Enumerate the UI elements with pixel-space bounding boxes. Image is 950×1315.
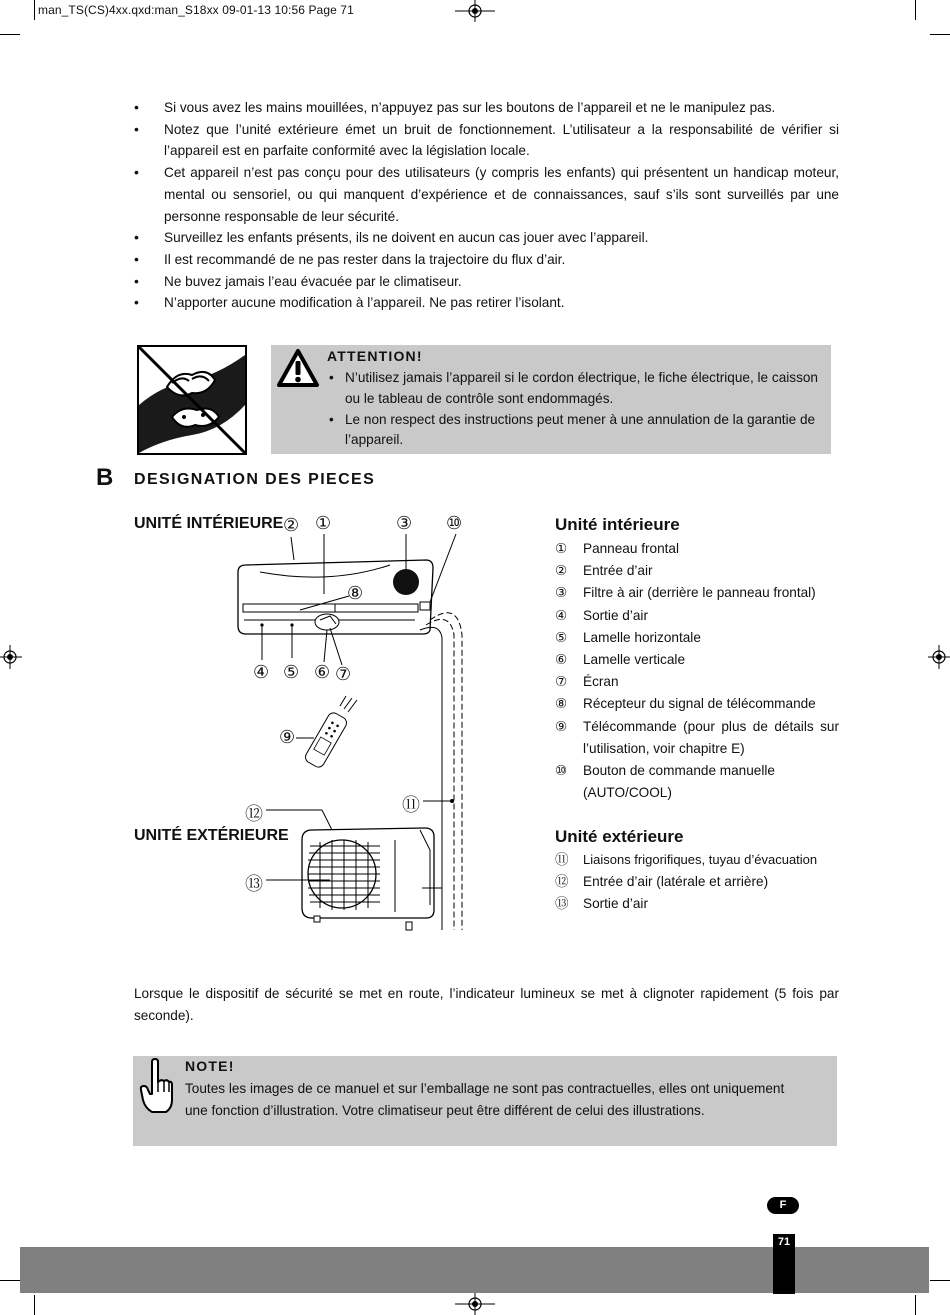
part-label: Filtre à air (derrière le panneau frontal) xyxy=(583,585,816,601)
warning-item: • Le non respect des instructions peut mener à une annulation de la garantie de l’appareil. xyxy=(327,410,822,452)
part-number: ⑤ xyxy=(555,629,568,645)
callout-12: ⑫ xyxy=(245,804,263,824)
part-number: ⑪ xyxy=(555,852,569,867)
page-number: 71 xyxy=(777,1236,791,1248)
callout-6: ⑥ xyxy=(314,662,331,682)
callout-7: ⑦ xyxy=(335,664,352,684)
part-number: ③ xyxy=(555,585,568,601)
bullet-item: • Cet appareil n’est pas conçu pour des utilisateurs (y compris les enfants) qui présentent un handicap moteur, mental ou sensoriel, ou qui manquent d’expérience et de connaissances, sauf s’ils sont surveillés par une personne responsable de leur sécurité. xyxy=(134,162,839,227)
bullet-item: • N’apporter aucune modification à l’appareil. Ne pas retirer l’isolant. xyxy=(134,292,839,314)
part-label: Bouton de commande manuelle (AUTO/COOL) xyxy=(583,763,775,801)
bullet-item: • Surveillez les enfants présents, ils ne doivent en aucun cas jouer avec l’appareil. xyxy=(134,227,839,249)
crop-mark xyxy=(34,1295,35,1315)
part-item xyxy=(555,560,839,582)
part-item xyxy=(555,582,839,604)
bullet-item: • Si vous avez les mains mouillées, n’appuyez pas sur les boutons de l’appareil et ne le manipulez pas. xyxy=(134,97,839,119)
part-item xyxy=(555,871,839,893)
part-number: ⑫ xyxy=(555,874,569,890)
note-title: NOTE! xyxy=(185,1058,235,1074)
safety-device-paragraph: Lorsque le dispositif de sécurité se met en route, l’indicateur lumineux se met à clignoter rapidement (5 fois par seconde). xyxy=(134,986,839,1023)
warning-title: ATTENTION! xyxy=(327,348,423,364)
bullet-item: • Ne buvez jamais l’eau évacuée par le climatiseur. xyxy=(134,271,839,293)
part-label: Sortie d’air xyxy=(583,607,648,623)
part-item xyxy=(555,538,839,560)
registration-mark-right xyxy=(928,645,950,669)
callout-8: ⑧ xyxy=(347,583,364,603)
part-item xyxy=(555,649,839,671)
language-badge: F xyxy=(767,1197,799,1214)
callout-4: ④ xyxy=(253,662,270,682)
callout-13: ⑬ xyxy=(245,874,263,894)
indoor-parts-list xyxy=(555,538,839,804)
part-item xyxy=(555,760,839,804)
crop-mark xyxy=(930,34,950,35)
part-item xyxy=(555,605,839,627)
outdoor-parts-list xyxy=(555,849,839,916)
bullet-item: • Il est recommandé de ne pas rester dans la trajectoire du flux d’air. xyxy=(134,249,839,271)
crop-mark xyxy=(915,0,916,20)
crop-mark xyxy=(0,1280,20,1281)
part-label: Entrée d’air (latérale et arrière) xyxy=(583,874,769,890)
part-item xyxy=(555,627,839,649)
section-letter: B xyxy=(96,464,114,491)
part-item xyxy=(555,671,839,693)
part-item xyxy=(555,693,839,715)
part-number: ⑨ xyxy=(555,718,568,734)
part-label: Lamelle horizontale xyxy=(583,629,701,645)
no-wet-hands-icon xyxy=(137,345,247,455)
part-label: Liaisons frigorifiques, tuyau d’évacuation xyxy=(583,852,818,867)
warning-triangle-icon xyxy=(276,348,320,388)
pointing-finger-icon xyxy=(138,1058,174,1116)
part-number: ⑦ xyxy=(555,674,568,690)
part-number: ① xyxy=(555,541,568,556)
indoor-parts-heading: Unité intérieure xyxy=(555,515,680,534)
part-number: ④ xyxy=(555,607,568,623)
crop-mark xyxy=(34,0,35,20)
part-number: ② xyxy=(555,563,568,579)
bullet-item: • Notez que l’unité extérieure émet un bruit de fonctionnement. L’utilisateur a la responsabilité de vérifier si l’appareil est en parfaite conformité avec la législation locale. xyxy=(134,119,839,162)
callout-9: ⑨ xyxy=(279,727,296,747)
part-label: Panneau frontal xyxy=(583,541,679,556)
part-item xyxy=(555,849,839,871)
part-item xyxy=(555,716,839,760)
air-conditioner-diagram xyxy=(230,510,480,940)
part-label: Télécommande (pour plus de détails sur l’utilisation, voir chapitre E) xyxy=(583,718,839,756)
section-title: DESIGNATION DES PIECES xyxy=(134,471,376,488)
part-number: ⑥ xyxy=(555,652,568,668)
callout-1: ① xyxy=(315,513,332,533)
safety-bullet-list xyxy=(134,97,839,314)
print-slug-header: man_TS(CS)4xx.qxd:man_S18xx 09-01-13 10:56 Page 71 xyxy=(38,3,354,17)
part-label: Lamelle verticale xyxy=(583,652,685,668)
note-text: Toutes les images de ce manuel et sur l’emballage ne sont pas contractuelles, elles ont uniquement une fonction d’illustration. Votre climatiseur peut être différent de celui des illustrations. xyxy=(185,1081,785,1118)
callout-2: ② xyxy=(283,515,300,535)
part-label: Écran xyxy=(583,674,619,690)
registration-mark-bottom xyxy=(455,1293,495,1315)
callout-5: ⑤ xyxy=(283,662,300,682)
part-label: Sortie d’air xyxy=(583,896,648,912)
part-number: ⑧ xyxy=(555,696,568,712)
warning-list xyxy=(327,368,822,451)
crop-mark xyxy=(0,34,20,35)
registration-mark-left xyxy=(0,645,22,669)
crop-mark xyxy=(915,1295,916,1315)
callout-10: ⑩ xyxy=(446,513,463,533)
warning-item: • N’utilisez jamais l’appareil si le cordon électrique, le fiche électrique, le caisson ou le tableau de contrôle sont endommagés. xyxy=(327,368,822,410)
registration-mark-top xyxy=(455,0,495,22)
part-item xyxy=(555,893,839,915)
part-number: ⑩ xyxy=(555,763,568,779)
indoor-unit-diagram-heading: UNITÉ INTÉRIEURE xyxy=(134,515,284,532)
outdoor-unit-diagram-heading: UNITÉ EXTÉRIEURE xyxy=(134,827,289,844)
callout-3: ③ xyxy=(396,513,413,533)
crop-mark xyxy=(930,1280,950,1281)
part-label: Entrée d’air xyxy=(583,563,653,579)
callout-11: ⑪ xyxy=(402,795,420,815)
part-label: Récepteur du signal de télécommande xyxy=(583,696,816,712)
part-number: ⑬ xyxy=(555,896,569,912)
outdoor-parts-heading: Unité extérieure xyxy=(555,827,684,846)
